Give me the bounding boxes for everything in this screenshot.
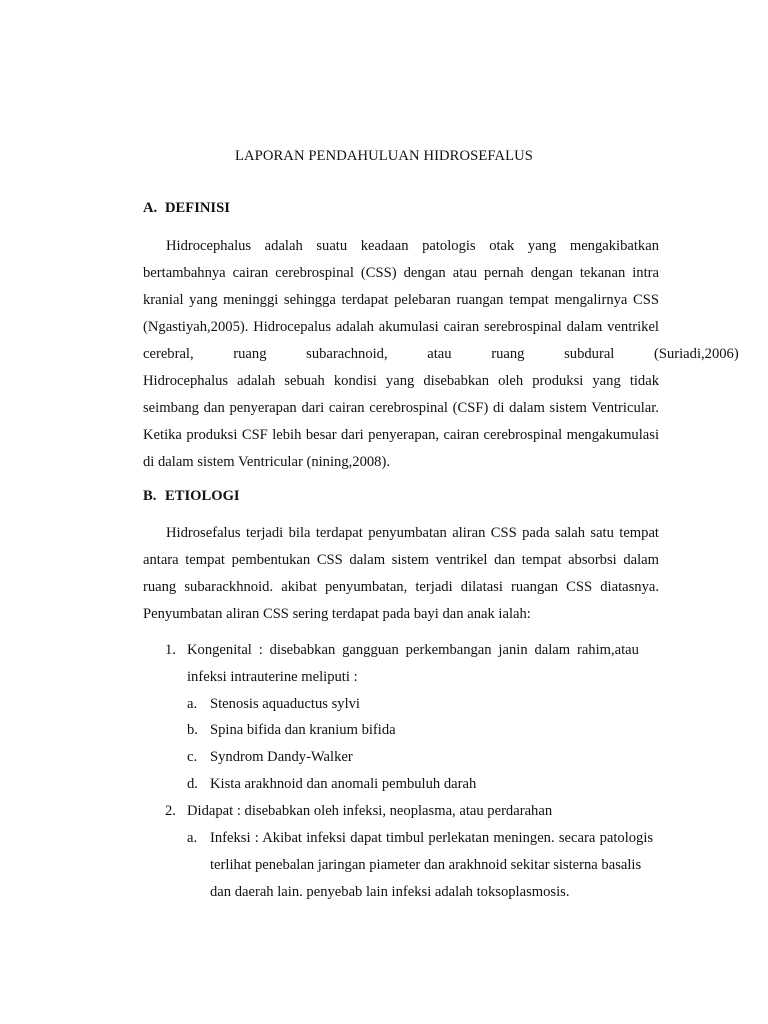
sub-text: Syndrom Dandy-Walker xyxy=(210,749,353,765)
list-number: 1. xyxy=(165,642,176,658)
sub-letter: a. xyxy=(187,696,198,712)
list-item-1 xyxy=(165,642,639,659)
section-letter: B. xyxy=(143,488,157,504)
paragraph-definisi xyxy=(143,233,739,476)
text-line: Ketika produksi CSF lebih besar dari penyerapan, cairan cerebrospinal mengakumulasi xyxy=(143,427,659,443)
document-title: LAPORAN PENDAHULUAN HIDROSEFALUS xyxy=(234,148,534,164)
text-line: di dalam sistem Ventricular (nining,2008). xyxy=(143,454,390,470)
sub-letter: b. xyxy=(187,722,198,738)
sub-text: dan daerah lain. penyebab lain infeksi adalah toksoplasmosis. xyxy=(210,884,570,900)
sub-text: terlihat penebalan jaringan piameter dan arakhnoid sekitar sisterna basalis xyxy=(210,857,642,873)
sub-letter: c. xyxy=(187,749,198,765)
sub-item-continuation xyxy=(210,884,569,901)
section-title: DEFINISI xyxy=(165,200,230,216)
sub-text: Kista arakhnoid dan anomali pembuluh darah xyxy=(210,776,477,792)
section-heading-definisi xyxy=(143,200,230,217)
list-text: infeksi intrauterine meliputi : xyxy=(187,669,358,685)
sub-item xyxy=(187,749,353,766)
section-title: ETIOLOGI xyxy=(165,488,240,504)
list-text: Kongenital : disebabkan gangguan perkembangan janin dalam rahim,atau xyxy=(187,642,639,658)
sub-text: Stenosis aquaductus sylvi xyxy=(210,696,360,712)
sub-letter: a. xyxy=(187,830,198,846)
sub-item xyxy=(187,830,653,847)
text-line: Penyumbatan aliran CSS sering terdapat pada bayi dan anak ialah: xyxy=(143,606,531,622)
text-line: Hidrocephalus adalah suatu keadaan patologis otak yang mengakibatkan xyxy=(166,238,659,254)
text-line: (Ngastiyah,2005). Hidrocepalus adalah akumulasi cairan serebrospinal dalam ventrikel xyxy=(143,319,659,335)
sub-item xyxy=(187,722,396,739)
sub-item xyxy=(187,696,360,713)
text-line: ruang subarackhnoid. akibat penyumbatan, terjadi dilatasi ruangan CSS diatasnya. xyxy=(143,579,659,595)
sub-item xyxy=(187,776,476,793)
sub-letter: d. xyxy=(187,776,198,792)
text-line: bertambahnya cairan cerebrospinal (CSS) dengan atau pernah dengan tekanan intra xyxy=(143,265,659,281)
list-item-1-continuation xyxy=(187,669,358,686)
list-item-2 xyxy=(165,803,552,820)
sub-text: Infeksi : Akibat infeksi dapat timbul perlekatan meningen. secara patologis xyxy=(210,830,654,846)
text-line: Hidrocephalus adalah sebuah kondisi yang disebabkan oleh produksi yang tidak xyxy=(143,373,659,389)
list-text: Didapat : disebabkan oleh infeksi, neoplasma, atau perdarahan xyxy=(187,803,553,819)
sub-text: Spina bifida dan kranium bifida xyxy=(210,722,396,738)
section-letter: A. xyxy=(143,200,158,216)
text-line: cerebral, ruang subarachnoid, atau ruang subdural (Suriadi,2006) xyxy=(143,346,739,362)
text-line: kranial yang meninggi sehingga terdapat pelebaran ruangan tempat mengalirnya CSS xyxy=(143,292,659,308)
paragraph-etiologi xyxy=(143,520,659,628)
sub-item-continuation xyxy=(210,857,641,874)
list-number: 2. xyxy=(165,803,176,819)
text-line: Hidrosefalus terjadi bila terdapat penyumbatan aliran CSS pada salah satu tempat xyxy=(166,525,659,541)
text-line: antara tempat pembentukan CSS dalam sistem ventrikel dan tempat absorbsi dalam xyxy=(143,552,659,568)
section-heading-etiologi xyxy=(143,488,240,505)
text-line: seimbang dan penyerapan dari cairan cerebrospinal (CSF) di dalam sistem Ventricular. xyxy=(143,400,659,416)
